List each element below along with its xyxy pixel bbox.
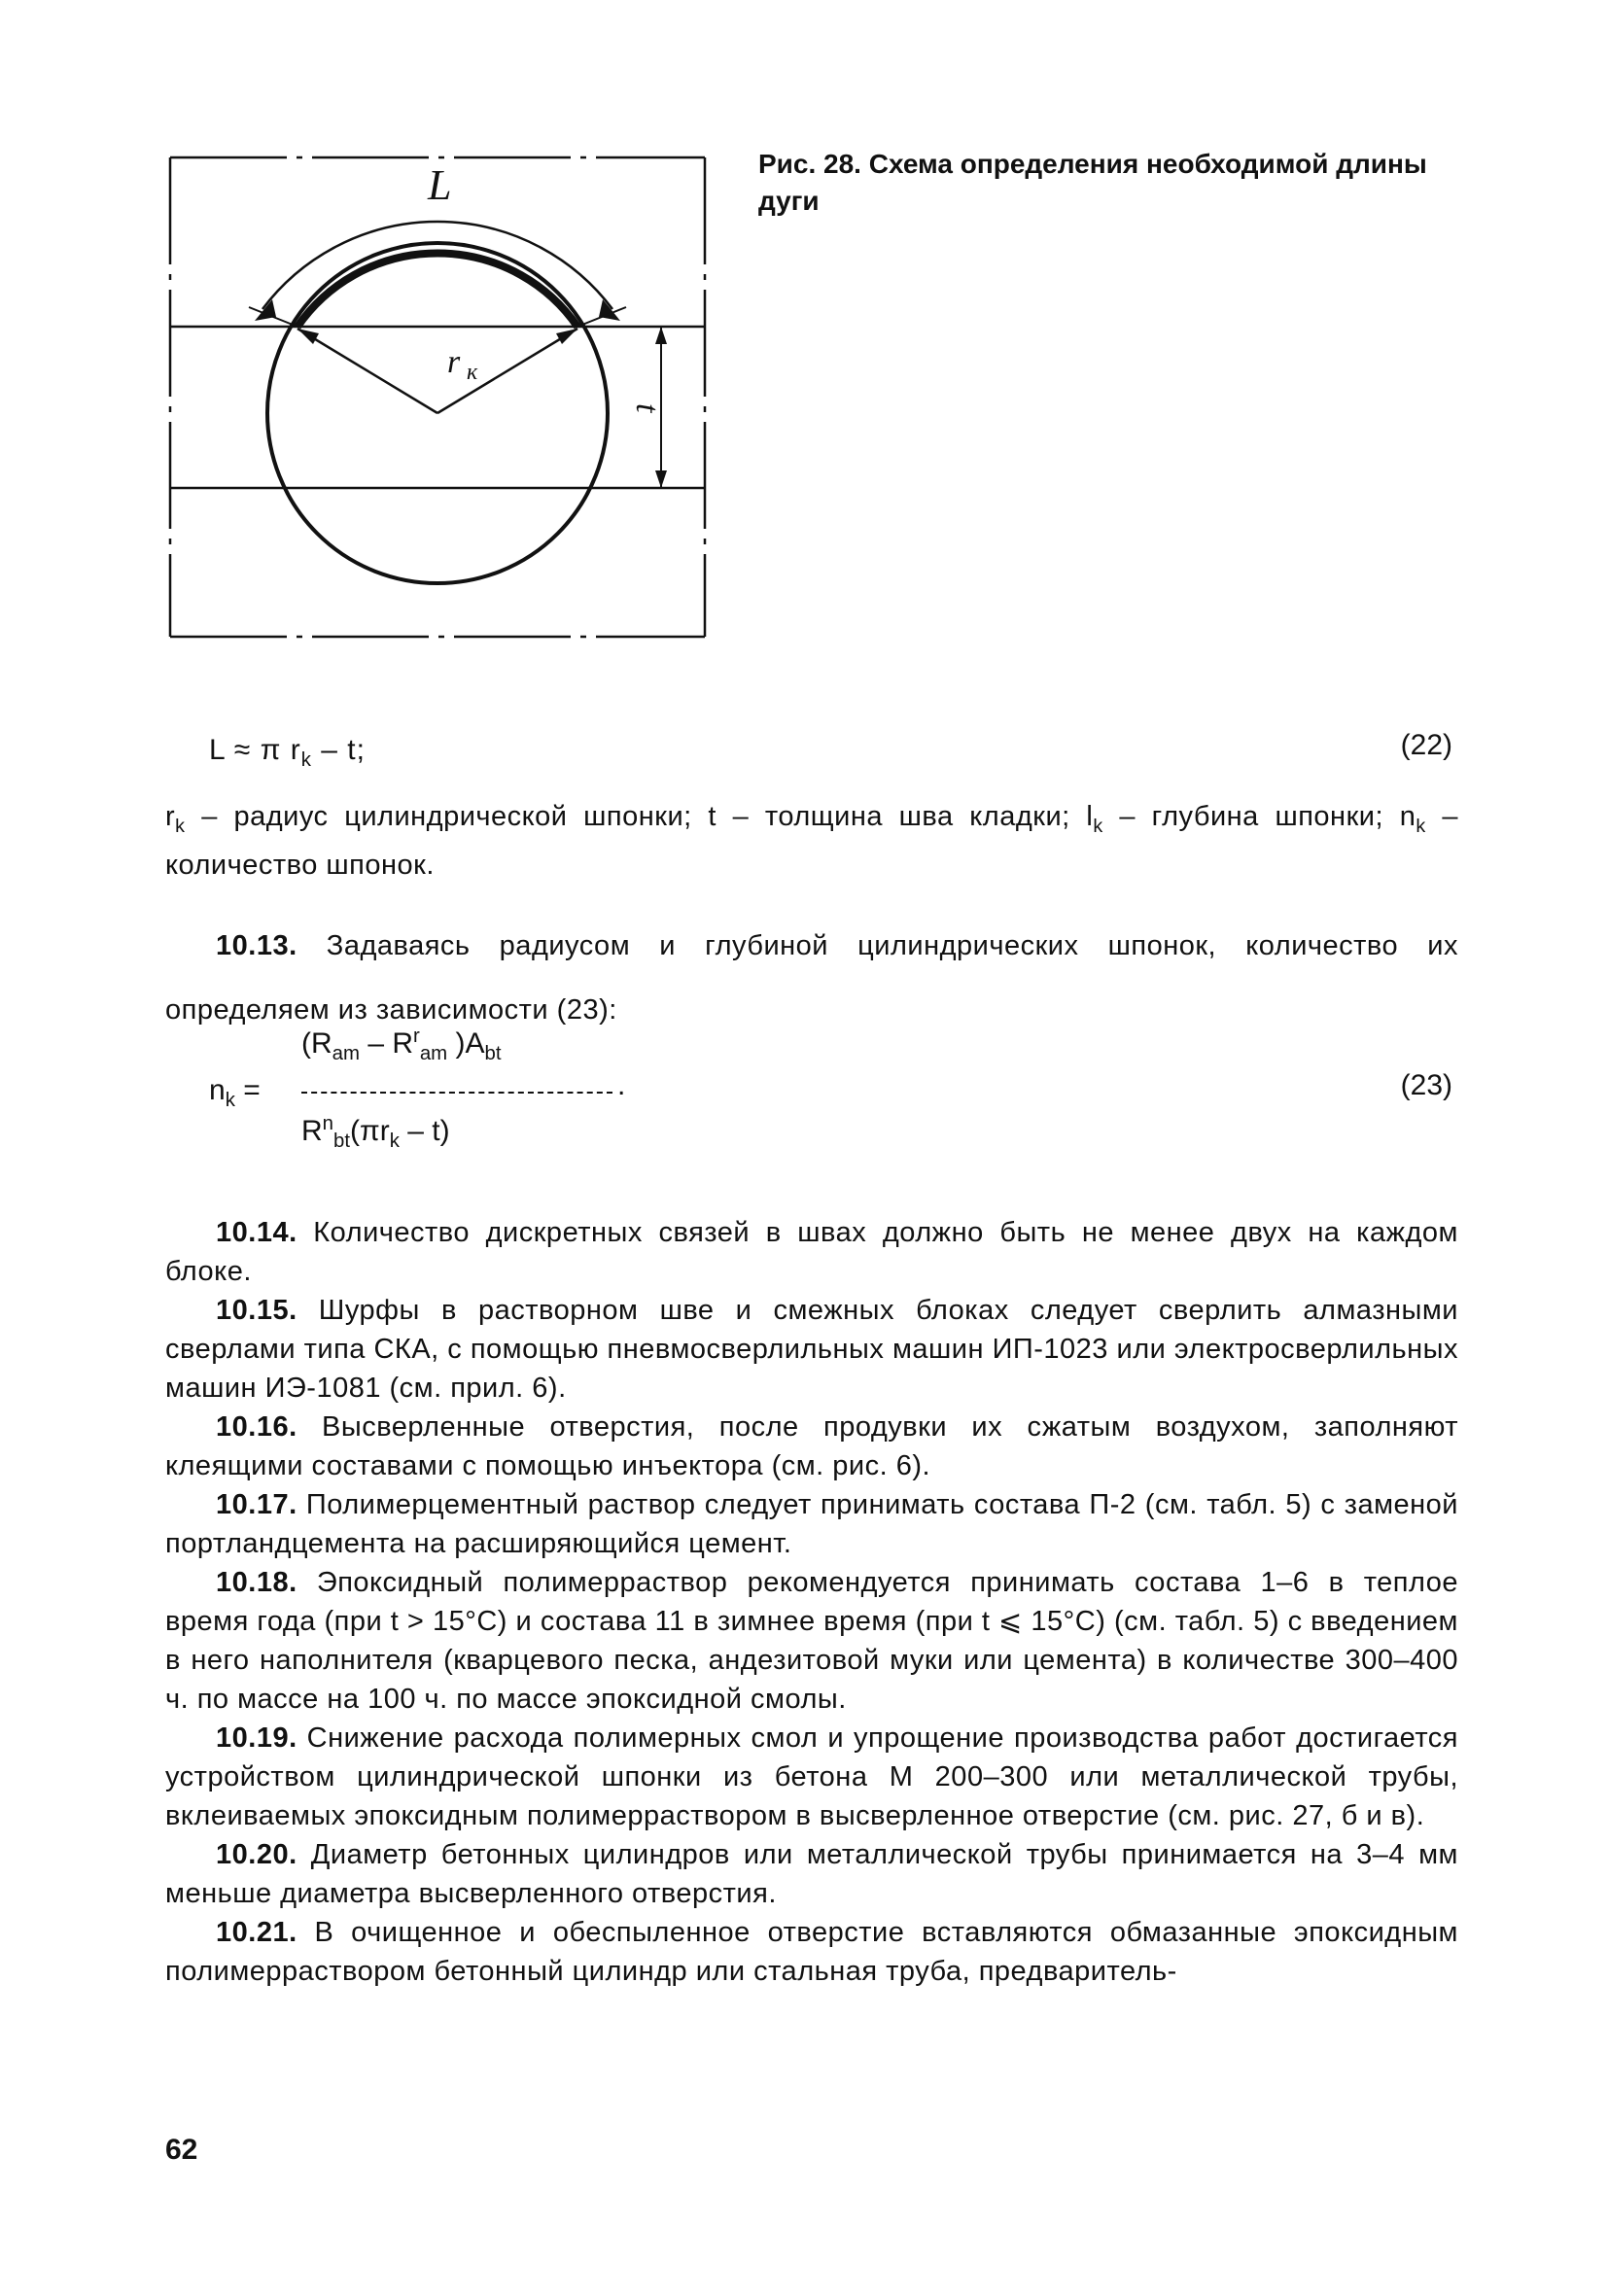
paragraph-10-20: 10.20. Диаметр бетонных цилиндров или металлической трубы принимается на 3–4 мм меньше диаметра высверленного отверстия. [165,1839,1458,1909]
definitions-block: $r_k$ – радиус цилиндрической шпонки; t – толщина шва кладки; $l_k$ – глубина шпонки; $n_k$ – количество шпонок. [165,801,1458,881]
label-t: t [629,403,665,413]
key-arc [297,253,577,327]
paragraph-10-17: 10.17. Полимерцементный раствор следует принимать состава П-2 (см. табл. 5) с заменой портландцемента на расширяющийся цемент. [165,1489,1458,1559]
paragraphs-block [165,1213,1458,1991]
page-number: 62 [165,2134,198,2166]
paragraph-10-19: 10.19. Снижение расхода полимерных смол и упрощение производства работ достигается устройством цилиндрической шпонки из бетона М 200–300 или металлической трубы, вклеиваемых эпоксидным полимерраствором в высверленное отверстие (см. рис. 27, б и в). [165,1722,1458,1831]
formula-22: L ≈ π $r_k$ – t; [209,734,366,771]
paragraph-10-21: 10.21. В очищенное и обеспыленное отверстие вставляются обмазанные эпоксидным полимерраствором бетонный цилиндр или стальная труба, предваритель- [165,1917,1458,1987]
paragraph-10-16: 10.16. Высверленные отверстия, после продувки их сжатым воздухом, заполняют клеящими составами с помощью инъектора (см. рис. 6). [165,1411,1458,1481]
label-r: r [447,344,461,380]
paragraph-10-15: 10.15. Шурфы в растворном шве и смежных блоках следует сверлить алмазными сверлами типа СКА, с помощью пневмосверлильных машин ИП-1023 или электросверлильных машин ИЭ-1081 (см. прил. 6). [165,1295,1458,1404]
paragraph-10-18: 10.18. Эпоксидный полимерраствор рекомендуется принимать состава 1–6 в теплое время года (при t > 15°C) и состава 11 в зимнее время (при t ⩽ 15°C) (см. табл. 5) с введением в него наполнителя (кварцевого песка, андезитовой муки или цемента) в количестве 300–400 ч. по массе на 100 ч. по массе эпоксидной смолы. [165,1567,1458,1715]
label-L: L [428,161,452,209]
radius-left [297,329,437,413]
figure-caption: Рис. 28. Схема определения необходимой длины дуги [758,149,1427,216]
figure-28 [156,136,719,666]
arc-length-diagram [156,136,719,661]
equation-number-22: (22) [1400,729,1452,761]
paragraph-10-13: 10.13. Задаваясь радиусом и глубиной цилиндрических шпонок, количество их определяем из зависимости (23): [165,930,1458,1026]
equation-number-23: (23) [1400,1069,1452,1101]
label-r-sub: к [467,360,478,385]
paragraph-10-14: 10.14. Количество дискретных связей в швах должно быть не менее двух на каждом блоке. [165,1217,1458,1287]
outer-frame [170,157,705,637]
